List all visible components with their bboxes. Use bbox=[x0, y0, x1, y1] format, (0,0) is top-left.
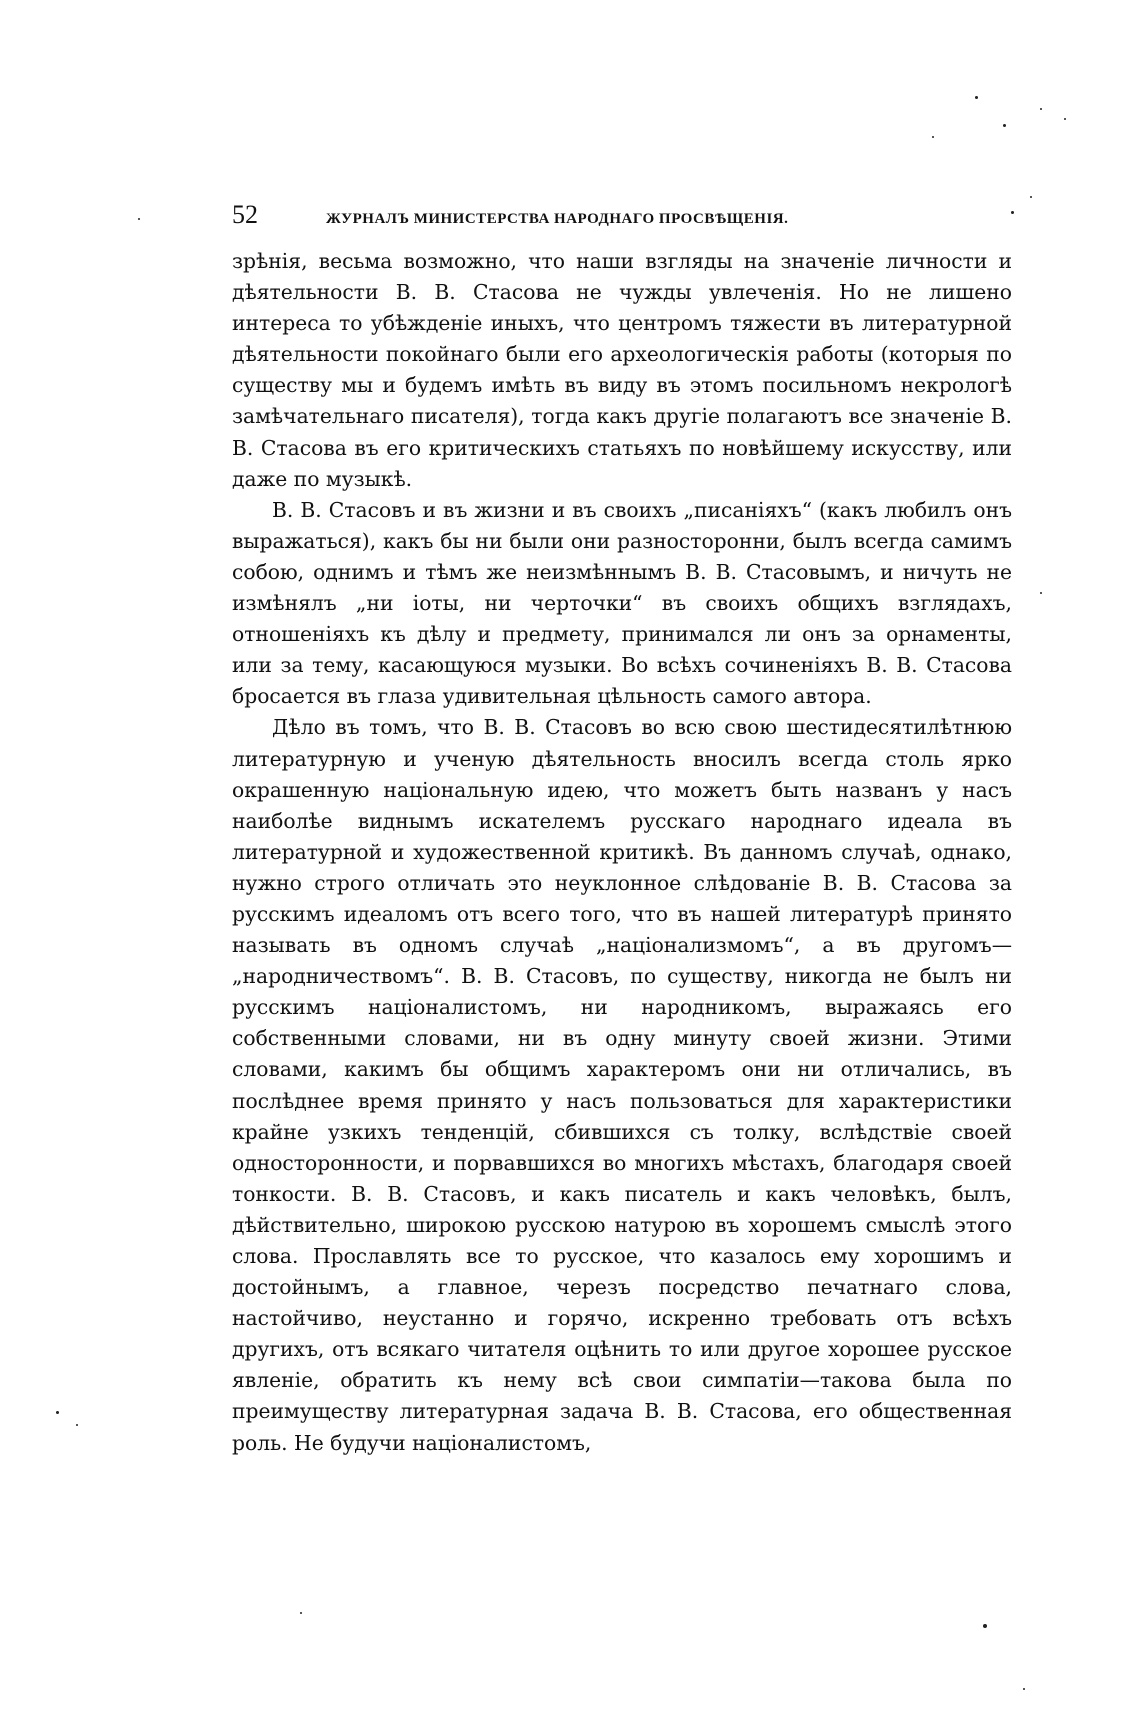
scan-speck bbox=[1003, 124, 1006, 127]
paragraph-continuation: зрѣнія, весьма возможно, что наши взгляды на значеніе личности и дѣятельности В. В. Стасова не чужды увлеченія. Но не лишено интереса то убѣжденіе иныхъ, что центромъ тяжести въ литературной дѣятельности покойнаго были его археологическія работы (которыя по существу мы и будемъ имѣть въ виду въ этомъ посильномъ некрологѣ замѣчательнаго писателя), тогда какъ другіе полагаютъ все значеніе В. В. Стасова въ его критическихъ статьяхъ по новѣйшему искусству, или даже по музыкѣ. bbox=[232, 249, 1012, 491]
scan-speck bbox=[932, 136, 934, 138]
page-number: 52 bbox=[232, 200, 258, 229]
running-head bbox=[232, 200, 1012, 246]
scan-speck bbox=[56, 1411, 59, 1414]
journal-title: ЖУРНАЛЪ МИНИСТЕРСТВА НАРОДНАГО ПРОСВѢЩЕНІЯ. bbox=[326, 211, 789, 227]
scan-speck bbox=[300, 1612, 302, 1614]
book-page bbox=[232, 200, 1012, 1459]
paragraph: Дѣло въ томъ, что В. В. Стасовъ во всю свою шестидесятилѣтнюю литературную и ученую дѣятельность вносилъ всегда столь ярко окрашенную національную идею, что можетъ быть названъ у насъ наиболѣе виднымъ искателемъ русскаго народнаго идеала въ литературной и художественной критикѣ. Въ данномъ случаѣ, однако, нужно строго отличать это неуклонное слѣдованіе В. В. Стасова за русскимъ идеаломъ отъ всего того, что въ нашей литературѣ принято называть въ одномъ случаѣ „націонализмомъ“, а въ другомъ—„народничествомъ“. В. В. Стасовъ, по существу, никогда не былъ ни русскимъ націоналистомъ, ни народникомъ, выражаясь его собственными словами, ни въ одну минуту своей жизни. Этими словами, какимъ бы общимъ характеромъ они ни отличались, въ послѣднее время принято у насъ пользоваться для характеристики крайне узкихъ тенденцій, сбившихся съ толку, вслѣдствіе своей односторонности, и порвавшихся во многихъ мѣстахъ, благодаря своей тонкости. В. В. Стасовъ, и какъ писатель и какъ человѣкъ, былъ, дѣйствительно, широкою русскою натурою въ хорошемъ смыслѣ этого слова. Прославлять все то русское, что казалось ему хорошимъ и достойнымъ, а главное, черезъ посредство печатнаго слова, настойчиво, неустанно и горячо, искренно требовать отъ всѣхъ другихъ, отъ всякаго читателя оцѣнить то или другое хорошее русское явленіе, обратить къ нему всѣ свои симпатіи—такова была по преимуществу литературная задача В. В. Стасова, его общественная роль. Не будучи націоналистомъ, bbox=[232, 715, 1012, 1455]
scan-speck bbox=[1040, 108, 1042, 110]
scan-speck bbox=[1064, 118, 1066, 120]
body-text bbox=[232, 246, 1012, 1459]
scan-speck bbox=[975, 96, 978, 99]
scan-speck bbox=[1030, 196, 1032, 198]
scan-speck bbox=[1040, 592, 1042, 594]
scan-speck bbox=[76, 1424, 78, 1426]
scan-speck bbox=[1011, 211, 1014, 214]
scan-speck bbox=[138, 218, 140, 220]
scan-speck bbox=[1023, 1688, 1025, 1690]
paragraph: В. В. Стасовъ и въ жизни и въ своихъ „писаніяхъ“ (какъ любилъ онъ выражаться), какъ бы ни были они разносторонни, былъ всегда самимъ собою, однимъ и тѣмъ же неизмѣннымъ В. В. Стасовымъ, и ничуть не измѣнялъ „ни іоты, ни черточки“ въ своихъ общихъ взглядахъ, отношеніяхъ къ дѣлу и предмету, принимался ли онъ за орнаменты, или за тему, касающуюся музыки. Во всѣхъ сочиненіяхъ В. В. Стасова бросается въ глаза удивительная цѣльность самого автора. bbox=[232, 497, 1012, 709]
scan-speck bbox=[983, 1624, 987, 1628]
